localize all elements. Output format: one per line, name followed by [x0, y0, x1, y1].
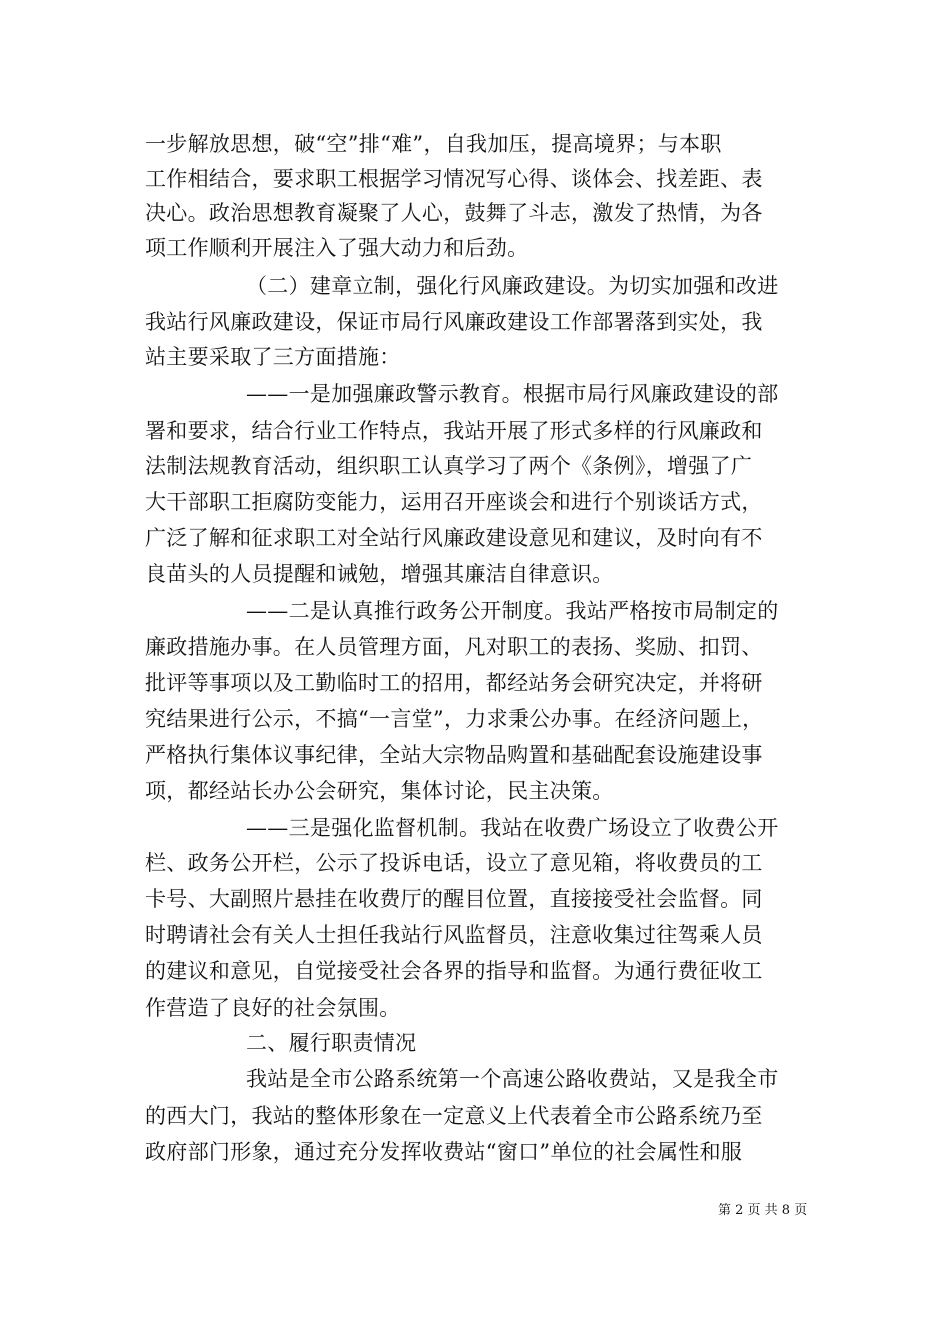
- text-line: 卡号、大副照片悬挂在收费厅的醒目位置，直接接受社会监督。同: [145, 887, 763, 911]
- text-line: 政府部门形象，通过充分发挥收费站“窗口”单位的社会属性和服: [145, 1140, 743, 1164]
- text-line: 项工作顺利开展注入了强大动力和后劲。: [145, 236, 529, 260]
- text-line: 大干部职工拒腐防变能力，运用召开座谈会和进行个别谈话方式，: [145, 490, 763, 514]
- text-line: 严格执行集体议事纪律，全站大宗物品购置和基础配套设施建设事: [145, 743, 763, 767]
- text-line: 站主要采取了三方面措施：: [145, 345, 401, 369]
- text-line: 批评等事项以及工勤临时工的招用，都经站务会研究决定，并将研: [145, 671, 763, 695]
- text-line: 法制法规教育活动，组织职工认真学习了两个《条例》，增强了广: [145, 454, 753, 478]
- section-heading: 二、履行职责情况: [246, 1031, 417, 1055]
- text-line: ——一是加强廉政警示教育。根据市局行风廉政建设的部: [246, 382, 779, 406]
- text-line: 一步解放思想，破“空”排“难”，自我加压，提高境界；与本职: [145, 132, 722, 156]
- text-line: 我站是全市公路系统第一个高速公路收费站，又是我全市: [246, 1067, 779, 1091]
- text-line: 作营造了良好的社会氛围。: [145, 996, 401, 1020]
- text-line: 项，都经站长办公会研究，集体讨论，民主决策。: [145, 779, 614, 803]
- text-line: ——三是强化监督机制。我站在收费广场设立了收费公开: [246, 816, 779, 840]
- text-line: 广泛了解和征求职工对全站行风廉政建设意见和建议，及时向有不: [145, 526, 763, 550]
- text-line: ——二是认真推行政务公开制度。我站严格按市局制定的: [246, 599, 779, 623]
- text-line: 的建议和意见，自觉接受社会各界的指导和监督。为通行费征收工: [145, 959, 763, 983]
- text-line: 时聘请社会有关人士担任我站行风监督员，注意收集过往驾乘人员: [145, 923, 763, 947]
- page-number: 第 2 页 共 8 页: [718, 1203, 808, 1218]
- text-line: 良苗头的人员提醒和诫勉，增强其廉洁自律意识。: [145, 562, 614, 586]
- text-line: 究结果进行公示，不搞“一言堂”，力求秉公办事。在经济问题上，: [145, 707, 764, 731]
- text-line: 的西大门，我站的整体形象在一定意义上代表着全市公路系统乃至: [145, 1104, 763, 1128]
- text-line: 廉政措施办事。在人员管理方面，凡对职工的表扬、奖励、扣罚、: [145, 635, 763, 659]
- text-line: 署和要求，结合行业工作特点，我站开展了形式多样的行风廉政和: [145, 419, 763, 443]
- section-heading: （二）建章立制，强化行风廉政建设。为切实加强和改进: [246, 274, 779, 298]
- text-line: 决心。政治思想教育凝聚了人心，鼓舞了斗志，激发了热情，为各: [145, 201, 763, 225]
- text-line: 工作相结合，要求职工根据学习情况写心得、谈体会、找差距、表: [145, 167, 763, 191]
- text-line: 栏、政务公开栏，公示了投诉电话，设立了意见箱，将收费员的工: [145, 851, 763, 875]
- text-line: 我站行风廉政建设，保证市局行风廉政建设工作部署落到实处，我: [145, 310, 763, 334]
